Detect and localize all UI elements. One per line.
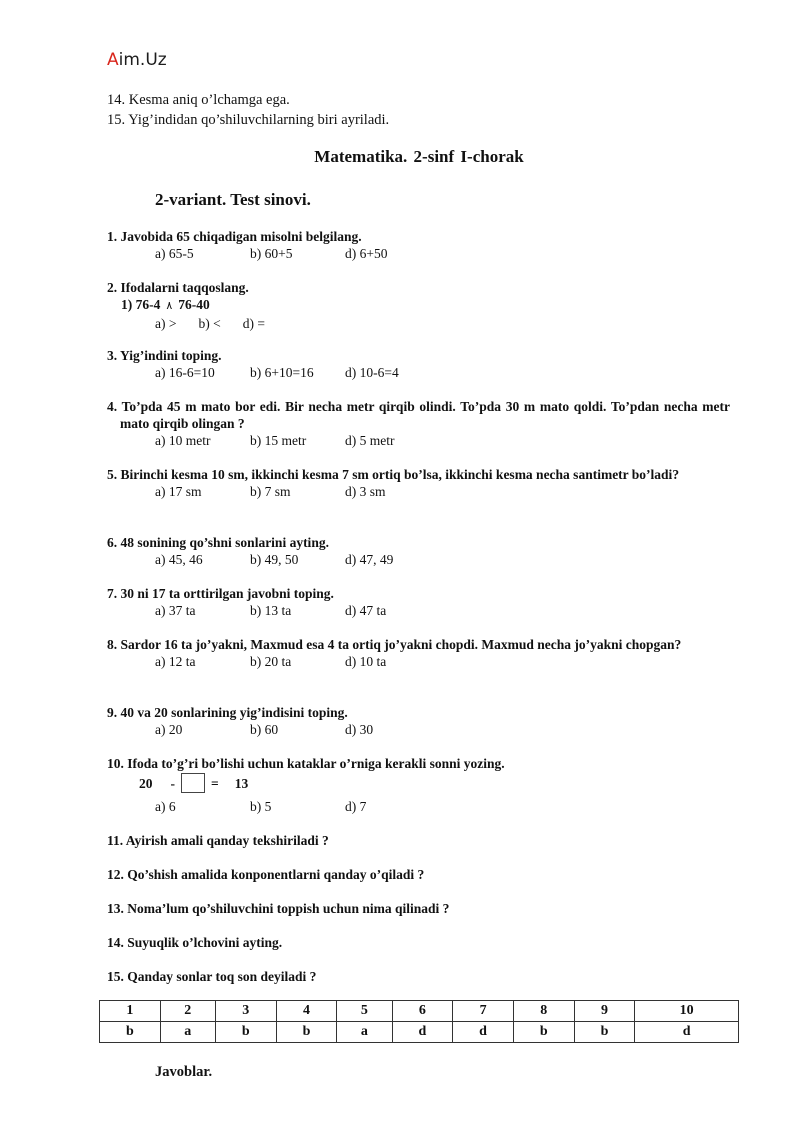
option-d: d) 6+50 <box>345 246 388 261</box>
table-row-answers <box>100 1022 739 1043</box>
question-12 <box>107 866 730 883</box>
comparison-left: 1) 76-4 <box>121 297 161 312</box>
answer-box[interactable] <box>181 773 205 793</box>
answer-options <box>155 364 730 381</box>
question-2 <box>107 279 730 332</box>
option-a: a) 10 metr <box>155 433 211 448</box>
question-text: 1. Javobida 65 chiqadigan misolni belgilang. <box>107 229 362 244</box>
comparison-expression <box>121 296 730 315</box>
answer-options <box>155 432 730 449</box>
option-b: b) 60+5 <box>250 246 293 261</box>
question-8 <box>107 636 730 670</box>
question-text: 10. Ifoda to’g’ri bo’lishi uchun kataklar o’rniga kerakli sonni yozing. <box>107 756 505 771</box>
question-4 <box>107 398 730 449</box>
option-a: a) 16-6=10 <box>155 365 215 380</box>
question-9 <box>107 704 730 738</box>
question-15 <box>107 968 730 985</box>
option-b: b) 13 ta <box>250 603 292 618</box>
answer-options <box>155 721 730 738</box>
answer-options <box>155 245 730 262</box>
option-d: d) = <box>242 316 265 331</box>
comparison-symbol: ٨ <box>166 300 173 312</box>
option-d: d) 47 ta <box>345 603 387 618</box>
answer-options <box>155 653 730 670</box>
question-text: 7. 30 ni 17 ta orttirilgan javobni toping. <box>107 586 334 601</box>
option-b: b) 6+10=16 <box>250 365 314 380</box>
table-cell: b <box>574 1022 635 1043</box>
table-cell: d <box>453 1022 514 1043</box>
question-text: 3. Yig’indini toping. <box>107 348 222 363</box>
equation <box>139 772 730 794</box>
site-logo <box>107 50 167 70</box>
table-cell: d <box>635 1022 739 1043</box>
option-a: a) 12 ta <box>155 654 196 669</box>
logo-letter-a: A <box>107 50 119 70</box>
question-text: 4. To’pda 45 m mato bor edi. Bir necha metr qirqib olindi. To’pda 30 m mato qoldi. To’pdan necha metr mato qirqib olingan ? <box>107 399 730 431</box>
answer-options <box>155 551 730 568</box>
option-a: a) 65-5 <box>155 246 194 261</box>
comparison-right: 76-40 <box>178 297 210 312</box>
table-row-numbers <box>100 1001 739 1022</box>
question-13 <box>107 900 730 917</box>
question-text: 12. Qo’shish amalida konponentlarni qanday o’qiladi ? <box>107 867 425 882</box>
question-text: 15. Qanday sonlar toq son deyiladi ? <box>107 969 317 984</box>
equation-equals: = <box>211 775 219 791</box>
page-title: Matematika. 2-sinf I-chorak <box>314 147 524 166</box>
answer-options <box>155 602 730 619</box>
option-a: a) 6 <box>155 799 176 814</box>
question-3 <box>107 347 730 381</box>
question-text: 2. Ifodalarni taqqoslang. <box>107 280 249 295</box>
table-cell: b <box>276 1022 337 1043</box>
question-text: 6. 48 sonining qo’shni sonlarini ayting. <box>107 535 329 550</box>
option-b: b) 5 <box>250 799 272 814</box>
table-cell: 4 <box>276 1001 337 1022</box>
option-d: d) 7 <box>345 799 367 814</box>
table-cell: 10 <box>635 1001 739 1022</box>
option-a: a) 37 ta <box>155 603 196 618</box>
question-7 <box>107 585 730 619</box>
question-text: 8. Sardor 16 ta jo’yakni, Maxmud esa 4 ta ortiq jo’yakni chopdi. Maxmud necha jo’yakni chopgan? <box>107 637 682 652</box>
table-cell: 5 <box>337 1001 392 1022</box>
question-6 <box>107 534 730 568</box>
answers-heading: Javoblar. <box>155 1064 213 1080</box>
answer-options <box>155 315 730 332</box>
question-11 <box>107 832 730 849</box>
logo-text: im.Uz <box>118 50 167 70</box>
option-b: b) 7 sm <box>250 484 291 499</box>
question-1 <box>107 228 730 262</box>
question-10 <box>107 755 730 815</box>
table-cell: 9 <box>574 1001 635 1022</box>
option-d: d) 5 metr <box>345 433 395 448</box>
option-d: d) 10 ta <box>345 654 387 669</box>
option-b: b) 49, 50 <box>250 552 299 567</box>
question-text: 11. Ayirish amali qanday tekshiriladi ? <box>107 833 329 848</box>
answer-options <box>155 798 730 815</box>
option-b: b) < <box>198 316 221 331</box>
equation-right: 13 <box>234 775 249 791</box>
question-5 <box>107 466 730 500</box>
option-d: d) 30 <box>345 722 374 737</box>
option-a: a) > <box>155 316 177 331</box>
option-a: a) 17 sm <box>155 484 202 499</box>
answer-key-table <box>99 1000 739 1043</box>
question-text: 5. Birinchi kesma 10 sm, ikkinchi kesma 7 sm ortiq bo’lsa, ikkinchi kesma necha santimetr bo’ladi? <box>107 467 680 482</box>
equation-operator: - <box>170 775 175 791</box>
option-b: b) 60 <box>250 722 279 737</box>
table-cell: b <box>513 1022 574 1043</box>
option-a: a) 45, 46 <box>155 552 203 567</box>
table-cell: b <box>215 1022 276 1043</box>
question-text: 13. Noma’lum qo’shiluvchini toppish uchun nima qilinadi ? <box>107 901 450 916</box>
variant-subtitle: 2-variant. Test sinovi. <box>155 190 311 209</box>
option-d: d) 3 sm <box>345 484 386 499</box>
option-d: d) 47, 49 <box>345 552 394 567</box>
table-cell: 6 <box>392 1001 453 1022</box>
option-b: b) 15 metr <box>250 433 307 448</box>
question-text: 9. 40 va 20 sonlarining yig’indisini toping. <box>107 705 348 720</box>
table-cell: b <box>100 1022 161 1043</box>
option-d: d) 10-6=4 <box>345 365 399 380</box>
table-cell: 2 <box>160 1001 215 1022</box>
table-cell: d <box>392 1022 453 1043</box>
table-cell: 1 <box>100 1001 161 1022</box>
question-14 <box>107 934 730 951</box>
table-cell: a <box>337 1022 392 1043</box>
previous-line-14: 14. Kesma aniq o’lchamga ega. <box>107 92 290 108</box>
table-cell: 3 <box>215 1001 276 1022</box>
option-a: a) 20 <box>155 722 183 737</box>
table-cell: 8 <box>513 1001 574 1022</box>
answer-options <box>155 483 730 500</box>
table-cell: 7 <box>453 1001 514 1022</box>
previous-line-15: 15. Yig’indidan qo’shiluvchilarning biri ayriladi. <box>107 112 390 128</box>
table-cell: a <box>160 1022 215 1043</box>
question-text: 14. Suyuqlik o’lchovini ayting. <box>107 935 283 950</box>
option-b: b) 20 ta <box>250 654 292 669</box>
equation-left: 20 <box>139 775 153 791</box>
